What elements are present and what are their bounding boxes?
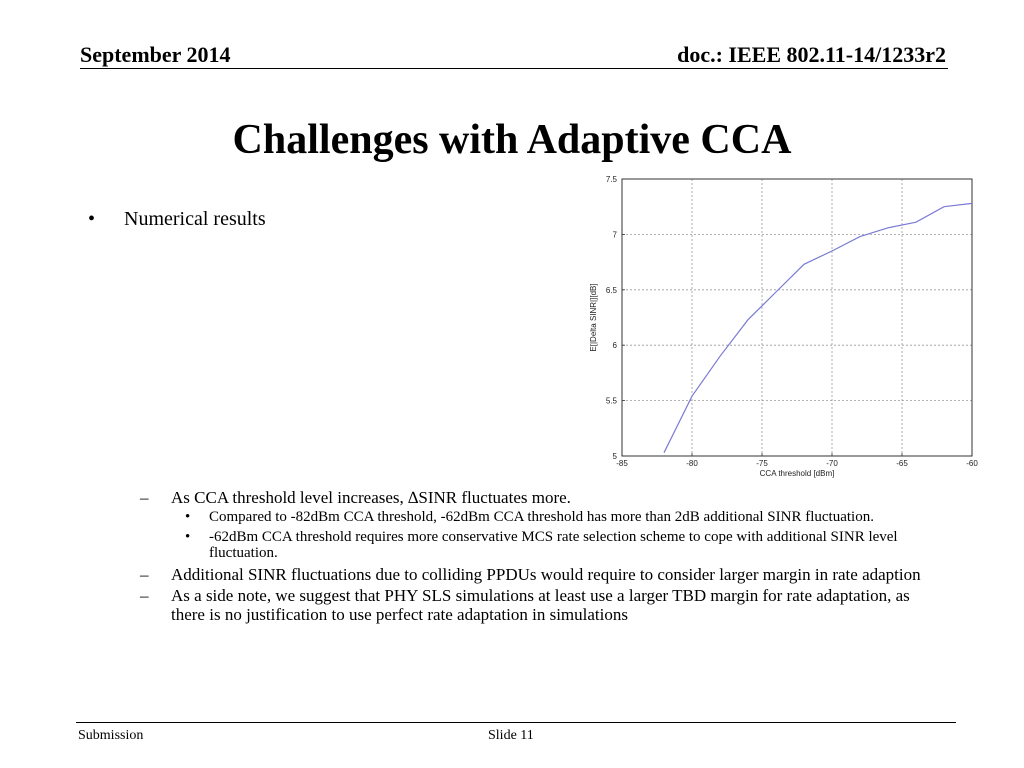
bullet-item-text: -62dBm CCA threshold requires more conservative MCS rate selection scheme to cope with additional SINR level fluctuation.: [209, 529, 898, 561]
bullet-mark: •: [185, 529, 191, 545]
slide-title: Challenges with Adaptive CCA: [232, 117, 792, 162]
header-doc-id: doc.: IEEE 802.11-14/1233r2: [677, 42, 946, 67]
y-tick-label: 6.5: [605, 285, 617, 295]
bullet-item-text: Compared to -82dBm CCA threshold, -62dBm CCA threshold has more than 2dB additional SINR fluctuation.: [209, 509, 874, 525]
x-tick-label: -80: [686, 459, 698, 468]
bullet-item: [140, 488, 940, 507]
y-tick-label: 5: [612, 452, 617, 461]
x-tick-label: -75: [756, 459, 768, 468]
footer-slide-number: Slide 11: [488, 728, 534, 743]
sub-bullet-item: [140, 509, 940, 525]
sub-bullet-item: [140, 529, 940, 561]
header-date: September 2014: [80, 42, 231, 67]
header-divider: [80, 68, 948, 69]
footer-divider: [76, 722, 956, 723]
cca-threshold-chart: [585, 172, 985, 482]
y-tick-label: 7: [612, 230, 617, 240]
x-tick-label: -85: [616, 459, 628, 468]
x-tick-label: -60: [966, 459, 978, 468]
y-axis-label: E[|Delta SINR|][dB]: [589, 283, 598, 352]
bullet-mark: •: [185, 509, 191, 525]
y-tick-label: 7.5: [605, 175, 617, 184]
y-tick-label: 6: [612, 341, 617, 351]
bullet-item-text: As CCA threshold level increases, ∆SINR fluctuates more.: [171, 488, 571, 507]
dash-mark: –: [140, 586, 149, 605]
bullet-mark: •: [88, 208, 96, 230]
x-tick-label: -65: [896, 459, 908, 468]
x-tick-label: -70: [826, 459, 838, 468]
bullet-numerical-results: [88, 208, 266, 231]
footer-submission: Submission: [78, 728, 144, 743]
bullet-item-text: As a side note, we suggest that PHY SLS simulations at least use a larger TBD margin for rate adaptation, as there is no justification to use perfect rate adaptation in simulations: [171, 586, 910, 624]
bullet-item: [140, 586, 940, 624]
bullet-text: Numerical results: [124, 208, 266, 230]
x-axis-label: CCA threshold [dBm]: [759, 469, 835, 478]
bullet-item-text: Additional SINR fluctuations due to colliding PPDUs would require to consider larger margin in rate adaption: [171, 565, 921, 584]
bullet-item: [140, 565, 940, 584]
bullet-list: [140, 488, 940, 626]
y-tick-label: 5.5: [605, 396, 617, 406]
dash-mark: –: [140, 488, 149, 507]
dash-mark: –: [140, 565, 149, 584]
